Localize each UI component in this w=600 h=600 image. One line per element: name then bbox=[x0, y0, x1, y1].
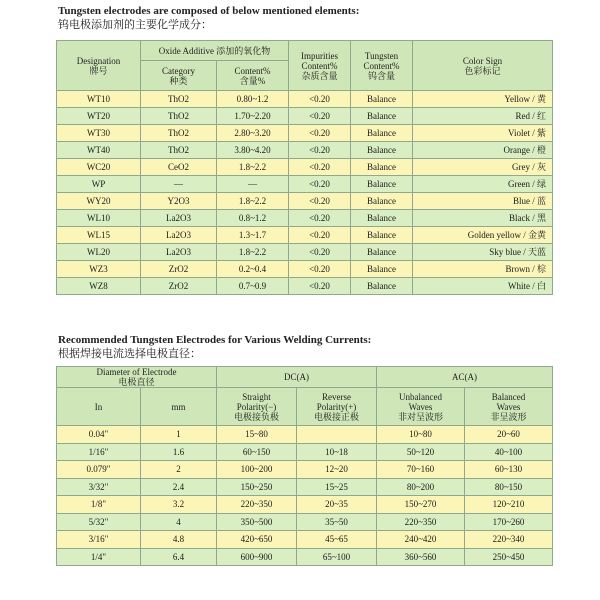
table-row bbox=[57, 193, 553, 210]
table-cell: 420~650 bbox=[217, 531, 297, 549]
section1-title bbox=[58, 4, 359, 32]
table-cell: Balance bbox=[351, 193, 413, 210]
table-cell: ThO2 bbox=[141, 108, 217, 125]
table-cell: 4.8 bbox=[141, 531, 217, 549]
table-cell: <0.20 bbox=[289, 159, 351, 176]
section2-title bbox=[58, 333, 371, 361]
table-cell: 3.80~4.20 bbox=[217, 142, 289, 159]
table-row bbox=[57, 443, 553, 461]
table-cell: <0.20 bbox=[289, 210, 351, 227]
section1-title-en: Tungsten electrodes are composed of below mentioned elements: bbox=[58, 5, 360, 17]
table-cell: Green / 绿 bbox=[413, 176, 553, 193]
table-cell: Y2O3 bbox=[141, 193, 217, 210]
table-cell: Blue / 蓝 bbox=[413, 193, 553, 210]
table-cell: 220~350 bbox=[377, 513, 465, 531]
table-cell: WP bbox=[57, 176, 141, 193]
header-straight-polarity: Straight Polarity(−) 电极接负极 bbox=[217, 388, 297, 426]
table-row bbox=[57, 426, 553, 444]
table-row bbox=[57, 244, 553, 261]
table-cell: 65~100 bbox=[297, 548, 377, 566]
table-cell: 35~50 bbox=[297, 513, 377, 531]
table-cell: 220~340 bbox=[465, 531, 553, 549]
table-cell: 2 bbox=[141, 461, 217, 479]
table-cell: 6.4 bbox=[141, 548, 217, 566]
table-cell: 45~65 bbox=[297, 531, 377, 549]
table-cell: WT30 bbox=[57, 125, 141, 142]
header-in: In bbox=[57, 388, 141, 426]
table-cell: WT20 bbox=[57, 108, 141, 125]
table-cell: WY20 bbox=[57, 193, 141, 210]
table-cell: Balance bbox=[351, 210, 413, 227]
table-cell: 0.2~0.4 bbox=[217, 261, 289, 278]
section2-title-cn: 根据焊接电流选择电极直径： bbox=[58, 348, 201, 360]
table-cell: — bbox=[217, 176, 289, 193]
table-cell: Golden yellow / 金黄 bbox=[413, 227, 553, 244]
table-row bbox=[57, 496, 553, 514]
table-row bbox=[57, 261, 553, 278]
table-cell: 20~60 bbox=[465, 426, 553, 444]
table-row bbox=[57, 531, 553, 549]
table-cell: 1.8~2.2 bbox=[217, 159, 289, 176]
table-cell: Balance bbox=[351, 91, 413, 108]
table-cell: WZ3 bbox=[57, 261, 141, 278]
table-row bbox=[57, 227, 553, 244]
table-row bbox=[57, 91, 553, 108]
table-cell: 120~210 bbox=[465, 496, 553, 514]
table-cell: 1/16" bbox=[57, 443, 141, 461]
table-cell: Grey / 灰 bbox=[413, 159, 553, 176]
header-diameter: Diameter of Electrode 电极直径 bbox=[57, 367, 217, 388]
table-row bbox=[57, 159, 553, 176]
table-cell: La2O3 bbox=[141, 227, 217, 244]
table-row bbox=[57, 548, 553, 566]
table-cell: 60~150 bbox=[217, 443, 297, 461]
table-cell: 0.8~1.2 bbox=[217, 210, 289, 227]
table-cell: La2O3 bbox=[141, 210, 217, 227]
section1-title-cn: 钨电极添加剂的主要化学成分： bbox=[58, 19, 212, 31]
welding-current-table bbox=[56, 366, 553, 566]
table-cell: 12~20 bbox=[297, 461, 377, 479]
table-cell: 250~450 bbox=[465, 548, 553, 566]
header-dc: DC(A) bbox=[217, 367, 377, 388]
table-cell: 1.3~1.7 bbox=[217, 227, 289, 244]
composition-table bbox=[56, 40, 553, 295]
table-cell: 0.7~0.9 bbox=[217, 278, 289, 295]
table-cell: <0.20 bbox=[289, 108, 351, 125]
table-cell: Orange / 橙 bbox=[413, 142, 553, 159]
table-cell: WZ8 bbox=[57, 278, 141, 295]
table-cell: <0.20 bbox=[289, 176, 351, 193]
table-row bbox=[57, 125, 553, 142]
table-cell: 3/16" bbox=[57, 531, 141, 549]
table-row bbox=[57, 142, 553, 159]
table-row bbox=[57, 478, 553, 496]
table-cell: ThO2 bbox=[141, 142, 217, 159]
table-cell: Black / 黑 bbox=[413, 210, 553, 227]
table-cell: 0.80~1.2 bbox=[217, 91, 289, 108]
table-cell: 2.4 bbox=[141, 478, 217, 496]
table-cell: 350~500 bbox=[217, 513, 297, 531]
table-cell: Balance bbox=[351, 108, 413, 125]
table-cell: 150~250 bbox=[217, 478, 297, 496]
table-cell: ThO2 bbox=[141, 91, 217, 108]
table-cell: Balance bbox=[351, 244, 413, 261]
table-cell: ZrO2 bbox=[141, 278, 217, 295]
table-cell: 80~200 bbox=[377, 478, 465, 496]
table-cell: 3/32" bbox=[57, 478, 141, 496]
table-cell: 1/8" bbox=[57, 496, 141, 514]
table-cell: La2O3 bbox=[141, 244, 217, 261]
table-cell: 70~160 bbox=[377, 461, 465, 479]
table-cell: 220~350 bbox=[217, 496, 297, 514]
table-cell: 240~420 bbox=[377, 531, 465, 549]
table-row bbox=[57, 278, 553, 295]
table-cell: WT10 bbox=[57, 91, 141, 108]
table-cell: Brown / 棕 bbox=[413, 261, 553, 278]
table-cell: <0.20 bbox=[289, 125, 351, 142]
table-cell: <0.20 bbox=[289, 278, 351, 295]
table-row bbox=[57, 176, 553, 193]
table-cell: 10~18 bbox=[297, 443, 377, 461]
table-cell: Balance bbox=[351, 125, 413, 142]
table-cell: White / 白 bbox=[413, 278, 553, 295]
table-cell: Balance bbox=[351, 142, 413, 159]
table-cell: 0.04" bbox=[57, 426, 141, 444]
header-designation: Designation 牌号 bbox=[57, 41, 141, 91]
table-cell: 600~900 bbox=[217, 548, 297, 566]
table-cell: 50~120 bbox=[377, 443, 465, 461]
table-cell: 100~200 bbox=[217, 461, 297, 479]
table-cell: CeO2 bbox=[141, 159, 217, 176]
table-cell: 1/4" bbox=[57, 548, 141, 566]
table-cell: ThO2 bbox=[141, 125, 217, 142]
table-cell: <0.20 bbox=[289, 193, 351, 210]
table-cell: ZrO2 bbox=[141, 261, 217, 278]
table-cell: 150~270 bbox=[377, 496, 465, 514]
table-cell: WC20 bbox=[57, 159, 141, 176]
table-cell bbox=[297, 426, 377, 444]
table-cell: WL15 bbox=[57, 227, 141, 244]
header-ac: AC(A) bbox=[377, 367, 553, 388]
table-cell: <0.20 bbox=[289, 227, 351, 244]
table-cell: 5/32" bbox=[57, 513, 141, 531]
table-cell: Balance bbox=[351, 159, 413, 176]
table-cell: Sky blue / 天蓝 bbox=[413, 244, 553, 261]
table-cell: <0.20 bbox=[289, 244, 351, 261]
table-cell: 2.80~3.20 bbox=[217, 125, 289, 142]
table-cell: — bbox=[141, 176, 217, 193]
table-cell: Red / 红 bbox=[413, 108, 553, 125]
section2-title-en: Recommended Tungsten Electrodes for Various Welding Currents: bbox=[58, 334, 372, 346]
table-cell: Yellow / 黄 bbox=[413, 91, 553, 108]
table-cell: Balance bbox=[351, 278, 413, 295]
header-mm: mm bbox=[141, 388, 217, 426]
header-content: Content% 含量% bbox=[217, 61, 289, 91]
header-category: Category 种类 bbox=[141, 61, 217, 91]
table-cell: Violet / 紫 bbox=[413, 125, 553, 142]
header-color-sign: Color Sign 色彩标记 bbox=[413, 41, 553, 91]
table-cell: WL20 bbox=[57, 244, 141, 261]
table-cell: Balance bbox=[351, 176, 413, 193]
table-cell: 4 bbox=[141, 513, 217, 531]
table-cell: 10~80 bbox=[377, 426, 465, 444]
table-cell: 1.8~2.2 bbox=[217, 244, 289, 261]
header-tungsten: Tungsten Content% 钨含量 bbox=[351, 41, 413, 91]
table-cell: 1.70~2.20 bbox=[217, 108, 289, 125]
table-cell: 15~80 bbox=[217, 426, 297, 444]
table-cell: WT40 bbox=[57, 142, 141, 159]
header-impurities: Impurities Content% 杂质含量 bbox=[289, 41, 351, 91]
table-row bbox=[57, 210, 553, 227]
table-cell: 1.6 bbox=[141, 443, 217, 461]
header-reverse-polarity: Reverse Polarity(+) 电极接正极 bbox=[297, 388, 377, 426]
table-cell: 360~560 bbox=[377, 548, 465, 566]
table-cell: WL10 bbox=[57, 210, 141, 227]
table-cell: 60~130 bbox=[465, 461, 553, 479]
header-oxide-additive: Oxide Additive 添加的氧化物 bbox=[141, 41, 289, 61]
table-cell: 80~150 bbox=[465, 478, 553, 496]
table-cell: 0.079" bbox=[57, 461, 141, 479]
table-cell: 20~35 bbox=[297, 496, 377, 514]
header-balanced-waves: Balanced Waves 非呈波形 bbox=[465, 388, 553, 426]
table-cell: 1 bbox=[141, 426, 217, 444]
table-cell: 15~25 bbox=[297, 478, 377, 496]
table-cell: <0.20 bbox=[289, 142, 351, 159]
table-cell: Balance bbox=[351, 261, 413, 278]
table-row bbox=[57, 461, 553, 479]
table-cell: <0.20 bbox=[289, 91, 351, 108]
table-cell: 3.2 bbox=[141, 496, 217, 514]
table-cell: 170~260 bbox=[465, 513, 553, 531]
header-unbalanced-waves: Unbalanced Waves 非对呈波形 bbox=[377, 388, 465, 426]
table-cell: <0.20 bbox=[289, 261, 351, 278]
table-cell: Balance bbox=[351, 227, 413, 244]
table-row bbox=[57, 513, 553, 531]
table-cell: 1.8~2.2 bbox=[217, 193, 289, 210]
table-row bbox=[57, 108, 553, 125]
table-cell: 40~100 bbox=[465, 443, 553, 461]
